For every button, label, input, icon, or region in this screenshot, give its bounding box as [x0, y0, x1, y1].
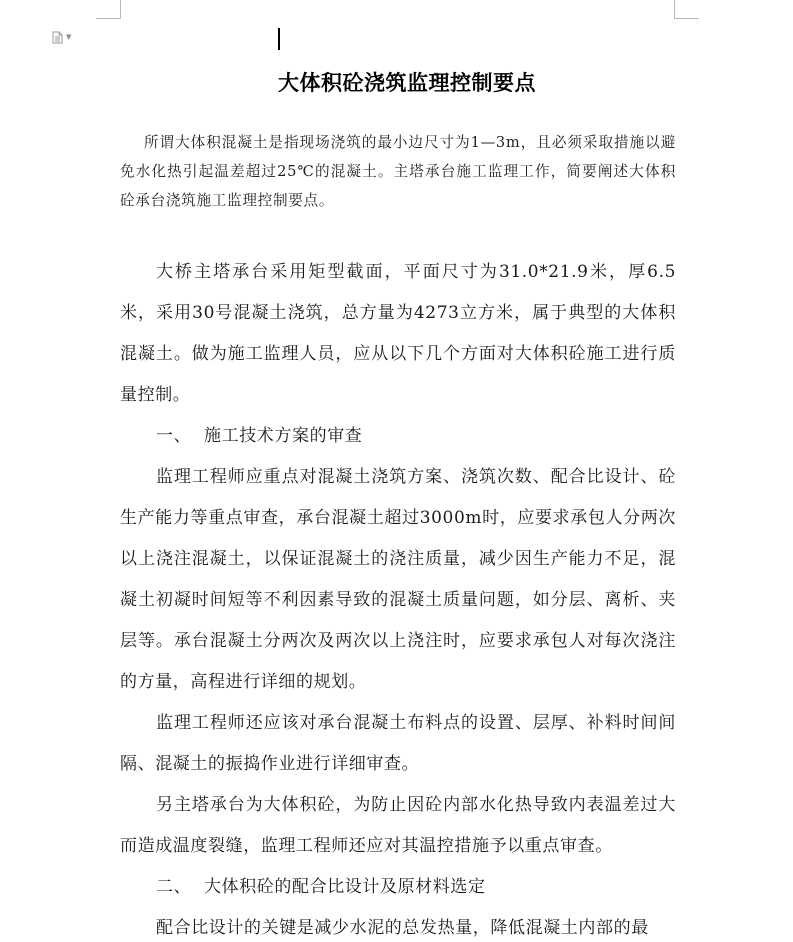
body-paragraph: 大桥主塔承台采用矩型截面，平面尺寸为31.0*21.9米，厚6.5米，采用30号混凝土浇筑，总方量为4273立方米，属于典型的大体积混凝土。做为施工监理人员，应从以下几个方面对大体积砼施工进行质量控制。	[120, 262, 676, 405]
margin-corner-mark-left	[96, 0, 121, 19]
document-body	[120, 252, 676, 942]
chevron-down-icon: ▼	[66, 33, 72, 41]
section-heading	[120, 416, 676, 457]
section-heading-text: 施工技术方案的审查	[204, 426, 363, 446]
text-cursor	[278, 28, 280, 50]
body-paragraph: 配合比设计的关键是减少水泥的总发热量，降低混凝土内部的最	[156, 918, 649, 938]
intro-paragraph: 所谓大体积混凝土是指现场浇筑的最小边尺寸为1—3m，且必须采取措施以避免水化热引起温差超过25℃的混凝土。主塔承台施工监理工作，简要阐述大体积砼承台浇筑施工监理控制要点。	[120, 134, 676, 209]
body-paragraph: 监理工程师应重点对混凝土浇筑方案、浇筑次数、配合比设计、砼生产能力等重点审查，承台混凝土超过3000m时，应要求承包人分两次以上浇注混凝土，以保证混凝土的浇注质量，减少因生产能力不足，混凝土初凝时间短等不利因素导致的混凝土质量问题，如分层、离析、夹层等。承台混凝土分两次及两次以上浇注时，应要求承包人对每次浇注的方量，高程进行详细的规划。	[120, 467, 676, 692]
margin-corner-mark-right	[674, 0, 699, 19]
paste-options-button[interactable]	[52, 31, 71, 44]
section-heading	[120, 867, 676, 908]
body-paragraph: 监理工程师还应该对承台混凝土布料点的设置、层厚、补料时间间隔、混凝土的振捣作业进行详细审查。	[120, 713, 676, 774]
section-heading-text: 大体积砼的配合比设计及原材料选定	[204, 877, 486, 897]
body-paragraph: 另主塔承台为大体积砼，为防止因砼内部水化热导致内表温差过大而造成温度裂缝，监理工程师还应对其温控措施予以重点审查。	[120, 795, 676, 856]
document-title: 大体积砼浇筑监理控制要点	[278, 70, 536, 95]
section-number: 一、	[156, 426, 192, 446]
section-number: 二、	[156, 877, 192, 897]
document-icon	[52, 31, 63, 44]
